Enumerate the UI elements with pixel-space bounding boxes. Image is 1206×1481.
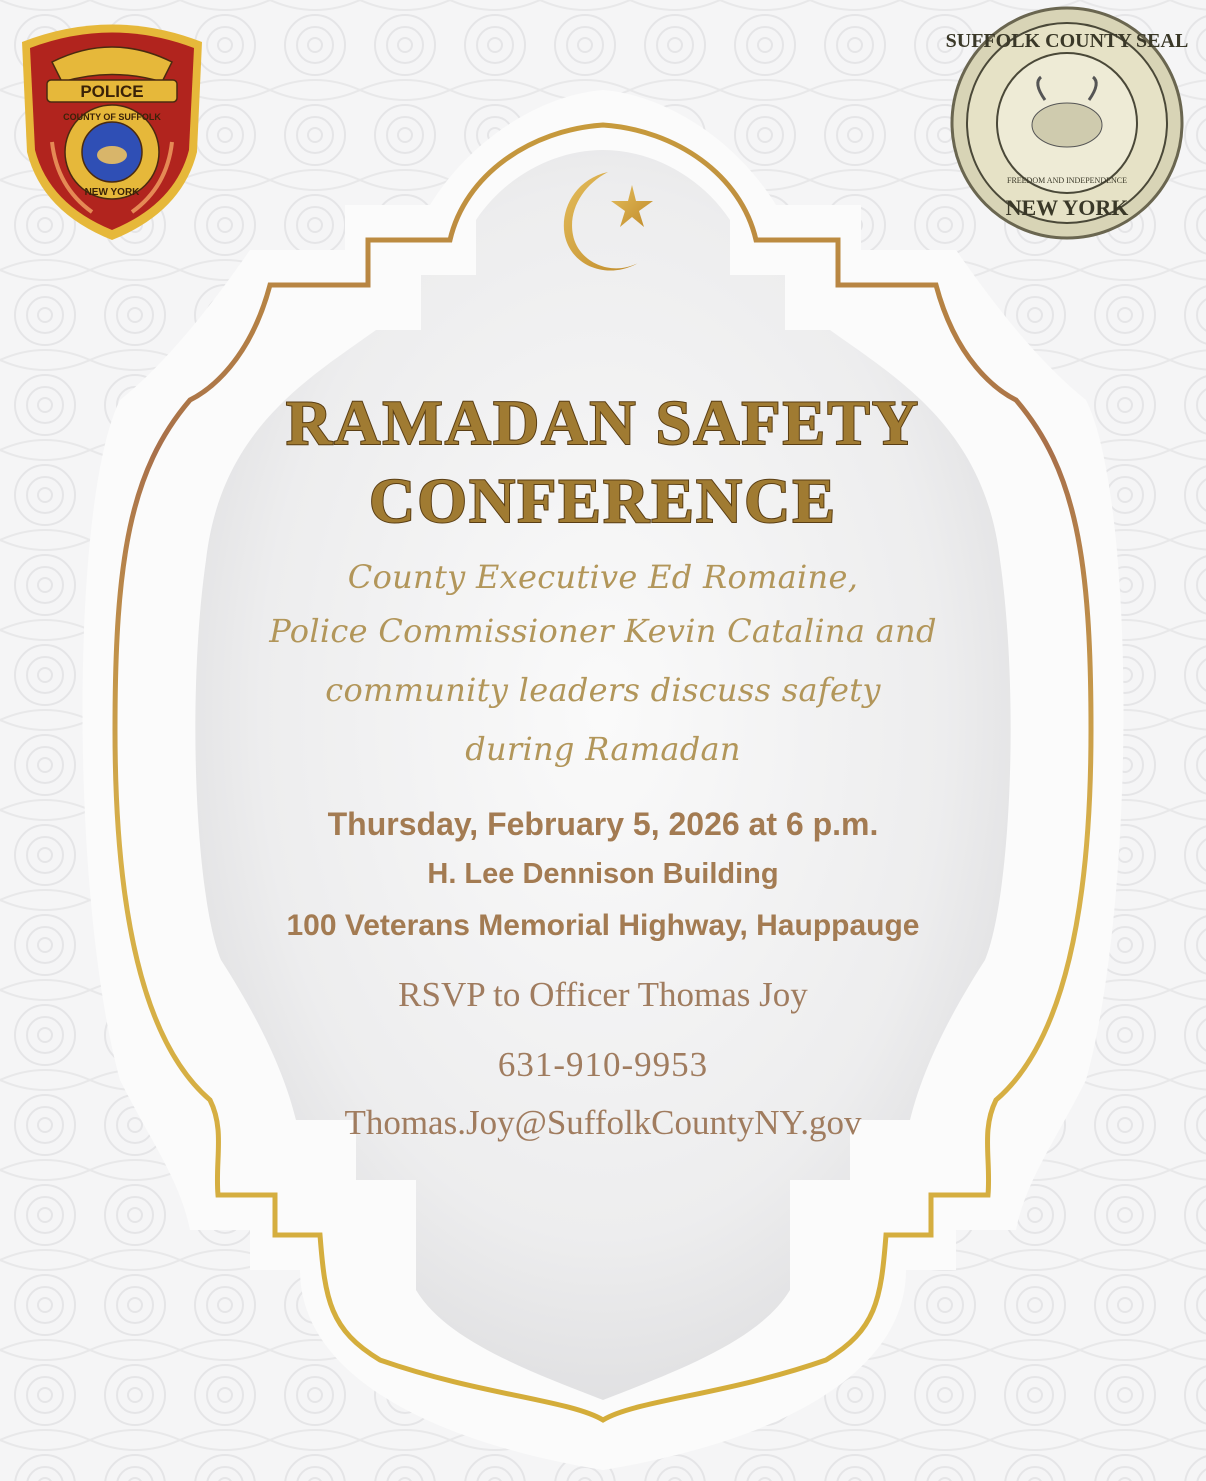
event-title-line1: RAMADAN SAFETY — [285, 387, 921, 458]
seal-motto: FREEDOM AND INDEPENDENCE — [1007, 176, 1127, 185]
rsvp-email: Thomas.Joy@SuffolkCountyNY.gov — [344, 1103, 862, 1142]
event-description-line2: Police Commissioner Kevin Catalina and — [269, 612, 937, 650]
event-address: 100 Veterans Memorial Highway, Hauppauge — [286, 909, 920, 942]
rsvp-phone: 631-910-9953 — [497, 1045, 709, 1084]
police-badge-text: POLICE — [80, 82, 144, 101]
event-description-line1: County Executive Ed Romaine, — [347, 558, 859, 596]
event-date-time: Thursday, February 5, 2026 at 6 p.m. — [327, 806, 879, 842]
event-description-line4: during Ramadan — [465, 730, 741, 768]
police-ring-text: COUNTY OF SUFFOLK — [63, 112, 161, 122]
rsvp-label: RSVP to Officer Thomas Joy — [398, 975, 808, 1014]
event-description-line3: community leaders discuss safety — [325, 671, 881, 709]
seal-ring-text: SUFFOLK COUNTY SEAL — [945, 30, 1189, 52]
seal-bottom-text: NEW YORK — [1005, 195, 1129, 220]
event-title-line2: CONFERENCE — [368, 465, 838, 536]
event-venue: H. Lee Dennison Building — [427, 858, 779, 890]
police-bottom-text: NEW YORK — [84, 187, 140, 198]
